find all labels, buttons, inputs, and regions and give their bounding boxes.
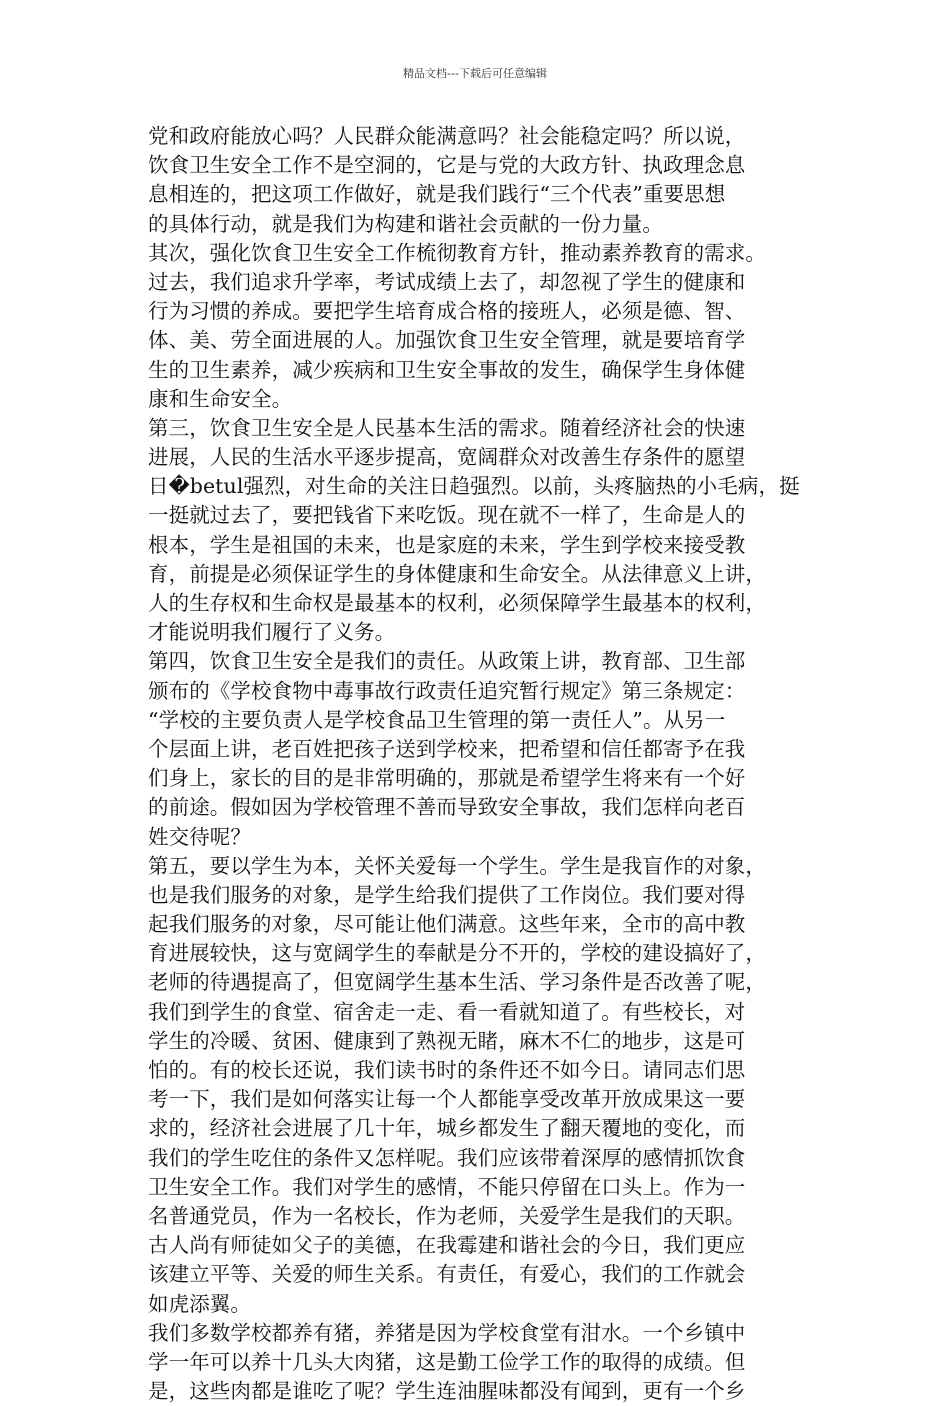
text-line: 育，前提是必须保证学生的身体健康和生命安全。从法律意义上讲， — [148, 561, 766, 586]
text-line: 息相连的，把这项工作做好，就是我们践行“三个代表”重要思想 — [148, 182, 726, 207]
text-line: 我们多数学校都养有猪，养猪是因为学校食堂有泔水。一个乡镇中 — [148, 1320, 746, 1345]
text-line: 的具体行动，就是我们为构建和谐社会贡献的一份力量。 — [148, 211, 663, 236]
text-line: 第三，饮食卫生安全是人民基本生活的需求。随着经济社会的快速 — [148, 415, 746, 440]
text-line: 起我们服务的对象，尽可能让他们满意。这些年来，全市的高中教 — [148, 912, 746, 937]
text-line: 学生的冷暖、贫困、健康到了熟视无睹，麻木不仁的地步，这是可 — [148, 1028, 746, 1053]
text-line: 行为习惯的养成。要把学生培育成合格的接班人，必须是德、智、 — [148, 299, 746, 324]
text-line: 进展，人民的生活水平逐步提高，宽阔群众对改善生存条件的愿望 — [148, 445, 746, 470]
text-line: 老师的待遇提高了，但宽阔学生基本生活、学习条件是否改善了呢， — [148, 970, 766, 995]
text-line: 们身上，家长的目的是非常明确的，那就是希望学生将来有一个好 — [148, 766, 746, 791]
text-line: “学校的主要负责人是学校食品卫生管理的第一责任人”。从另一 — [148, 707, 726, 732]
text-line: 日�betul强烈，对生命的关注日趋强烈。以前，头疼脑热的小毛病，挺 — [148, 474, 800, 499]
text-line: 第五，要以学生为本，关怀关爱每一个学生。学生是我盲作的对象， — [148, 853, 766, 878]
text-line: 如虎添翼。 — [148, 1291, 251, 1316]
text-line: 一挺就过去了，要把钱省下来吃饭。现在就不一样了，生命是人的 — [148, 503, 746, 528]
text-line: 育进展较快，这与宽阔学生的奉献是分不开的，学校的建设搞好了， — [148, 941, 766, 966]
text-line: 姓交待呢？ — [148, 824, 251, 849]
text-line: 学一年可以养十几头大肉猪，这是勤工俭学工作的取得的成绩。但 — [148, 1349, 746, 1374]
text-line: 该建立平等、关爱的师生关系。有责任，有爱心，我们的工作就会 — [148, 1262, 746, 1287]
text-line: 是，这些肉都是谁吃了呢？学生连油腥味都没有闻到，更有一个乡 — [148, 1379, 746, 1404]
document-body — [148, 122, 820, 1406]
text-line: 我们到学生的食堂、宿舍走一走、看一看就知道了。有些校长，对 — [148, 999, 746, 1024]
text-line: 怕的。有的校长还说，我们读书时的条件还不如今日。请同志们思 — [148, 1058, 746, 1082]
page-header: 精品文档---下载后可任意编辑 — [403, 67, 547, 80]
text-line: 古人尚有师徒如父子的美德，在我霉建和谐社会的今日，我们更应 — [148, 1233, 746, 1258]
text-line: 也是我们服务的对象，是学生给我们提供了工作岗位。我们要对得 — [148, 882, 746, 907]
text-line: 名普通党员，作为一名校长，作为老师，关爱学生是我们的天职。 — [148, 1203, 746, 1228]
text-line: 党和政府能放心吗？人民群众能满意吗？社会能稳定吗？所以说， — [148, 124, 746, 148]
text-line: 根本，学生是祖国的未来，也是家庭的未来，学生到学校来接受教 — [148, 532, 746, 557]
text-line: 饮食卫生安全工作不是空洞的，它是与党的大政方针、执政理念息 — [148, 153, 746, 178]
text-line: 体、美、劳全面进展的人。加强饮食卫生安全管理，就是要培育学 — [148, 328, 746, 353]
text-line: 第四，饮食卫生安全是我们的责任。从政策上讲，教育部、卫生部 — [148, 649, 746, 674]
text-line: 颁布的《学校食物中毒事故行政责任追究暂行规定》第三条规定： — [148, 678, 746, 703]
text-line: 其次，强化饮食卫生安全工作梳彻教育方针，推动素养教育的需求。 — [148, 240, 766, 265]
text-line: 人的生存权和生命权是最基本的权利，必须保障学生最基本的权利， — [148, 591, 766, 615]
text-line: 过去，我们追求升学率，考试成绩上去了，却忽视了学生的健康和 — [148, 269, 746, 294]
text-line: 个层面上讲，老百姓把孩子送到学校来，把希望和信任都寄予在我 — [148, 736, 746, 761]
text-line: 卫生安全工作。我们对学生的感情，不能只停留在口头上。作为一 — [148, 1174, 746, 1199]
text-line: 才能说明我们履行了义务。 — [148, 620, 396, 645]
text-line: 求的，经济社会进展了几十年，城乡都发生了翻天覆地的变化，而 — [148, 1116, 746, 1141]
text-line: 的前途。假如因为学校管理不善而导致安全事故，我们怎样向老百 — [148, 795, 746, 820]
text-line: 生的卫生素养，减少疾病和卫生安全事故的发生，确保学生身体健 — [148, 357, 746, 382]
text-line: 考一下，我们是如何落实让每一个人都能享受改革开放成果这一要 — [148, 1087, 746, 1112]
text-line: 我们的学生吃住的条件又怎样呢。我们应该带着深厚的感情抓饮食 — [148, 1145, 746, 1170]
text-line: 康和生命安全。 — [148, 386, 293, 411]
